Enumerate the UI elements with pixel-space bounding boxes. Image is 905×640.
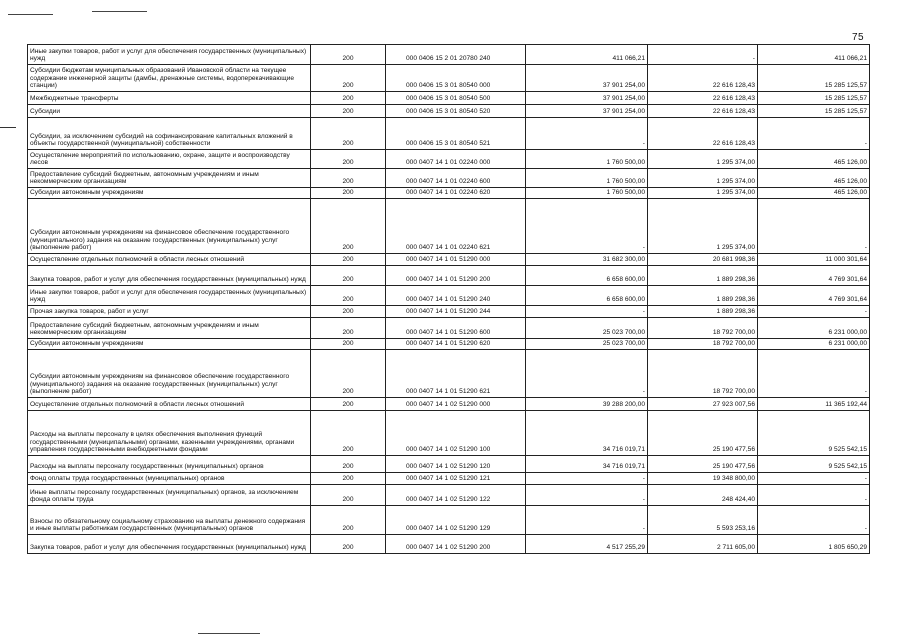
cell-kbk: 000 0407 14 1 01 51290 244 xyxy=(386,306,526,318)
cell-name: Иные закупки товаров, работ и услуг для обеспечения государственных (муниципальных) нужд xyxy=(28,286,311,306)
cell-plan: - xyxy=(526,485,648,506)
cell-name: Расходы на выплаты персоналу в целях обеспечения выполнения функций государственными (муниципальными) органами, казенными учреждениями, органами управления государственными внебюджетными фондами xyxy=(28,411,311,456)
cell-rest: 6 231 000,00 xyxy=(758,339,870,350)
cell-rest: 465 126,00 xyxy=(758,188,870,199)
table-row xyxy=(28,92,870,105)
cell-name: Предоставление субсидий бюджетным, автономным учреждениям и иным некоммерческим организациям xyxy=(28,318,311,339)
cell-plan: 6 658 600,00 xyxy=(526,266,648,286)
cell-kbk: 000 0406 15 3 01 80540 521 xyxy=(386,118,526,150)
cell-plan: 411 066,21 xyxy=(526,45,648,65)
table-row xyxy=(28,118,870,150)
cell-done: 2 711 605,00 xyxy=(648,535,758,554)
cell-rest: 11 365 192,44 xyxy=(758,398,870,411)
cell-rest: - xyxy=(758,199,870,254)
cell-done: 1 295 374,00 xyxy=(648,199,758,254)
cell-plan: 37 901 254,00 xyxy=(526,105,648,118)
cell-plan: - xyxy=(526,506,648,535)
cell-done: 5 593 253,16 xyxy=(648,506,758,535)
cell-name: Прочая закупка товаров, работ и услуг xyxy=(28,306,311,318)
cell-done: 248 424,40 xyxy=(648,485,758,506)
table-row xyxy=(28,350,870,398)
cell-rest: - xyxy=(758,506,870,535)
cell-kbk: 000 0407 14 1 02 51290 129 xyxy=(386,506,526,535)
cell-plan: 34 716 019,71 xyxy=(526,411,648,456)
cell-done: 27 923 007,56 xyxy=(648,398,758,411)
cell-rest: 11 000 301,64 xyxy=(758,254,870,266)
cell-kbk: 000 0407 14 1 01 51290 240 xyxy=(386,286,526,306)
cell-name: Предоставление субсидий бюджетным, автономным учреждениям и иным некоммерческим организациям xyxy=(28,169,311,188)
table-row xyxy=(28,318,870,339)
cell-code: 200 xyxy=(311,485,386,506)
table-row xyxy=(28,506,870,535)
cell-code: 200 xyxy=(311,199,386,254)
cell-rest: 15 285 125,57 xyxy=(758,65,870,92)
cell-kbk: 000 0407 14 1 02 51290 122 xyxy=(386,485,526,506)
cell-name: Субсидии автономным учреждениям на финансовое обеспечение государственного (муниципального) задания на оказание государственных (муниципальных) услуг (выполнение работ) xyxy=(28,350,311,398)
cell-rest: 15 285 125,57 xyxy=(758,105,870,118)
table-row xyxy=(28,188,870,199)
table-row xyxy=(28,254,870,266)
cell-plan: 31 682 300,00 xyxy=(526,254,648,266)
cell-code: 200 xyxy=(311,350,386,398)
table-row xyxy=(28,45,870,65)
cell-name: Расходы на выплаты персоналу государственных (муниципальных) органов xyxy=(28,456,311,473)
cell-plan: - xyxy=(526,473,648,485)
table-row xyxy=(28,306,870,318)
cell-code: 200 xyxy=(311,339,386,350)
cell-code: 200 xyxy=(311,535,386,554)
cell-plan: 34 716 019,71 xyxy=(526,456,648,473)
cell-done: 25 190 477,56 xyxy=(648,411,758,456)
cell-kbk: 000 0407 14 1 02 51290 100 xyxy=(386,411,526,456)
scan-artifact-bottom xyxy=(198,633,260,634)
cell-rest: 411 066,21 xyxy=(758,45,870,65)
cell-rest: 465 126,00 xyxy=(758,150,870,169)
cell-plan: - xyxy=(526,350,648,398)
cell-done: 1 889 298,36 xyxy=(648,306,758,318)
cell-done: 18 792 700,00 xyxy=(648,339,758,350)
cell-plan: 1 760 500,00 xyxy=(526,150,648,169)
cell-code: 200 xyxy=(311,306,386,318)
cell-kbk: 000 0407 14 1 01 51290 200 xyxy=(386,266,526,286)
cell-done: 22 616 128,43 xyxy=(648,118,758,150)
cell-kbk: 000 0407 14 1 02 51290 120 xyxy=(386,456,526,473)
table-row xyxy=(28,535,870,554)
cell-kbk: 000 0406 15 2 01 20780 240 xyxy=(386,45,526,65)
cell-rest: 465 126,00 xyxy=(758,169,870,188)
cell-code: 200 xyxy=(311,118,386,150)
cell-name: Закупка товаров, работ и услуг для обеспечения государственных (муниципальных) нужд xyxy=(28,266,311,286)
cell-code: 200 xyxy=(311,398,386,411)
table-row xyxy=(28,473,870,485)
cell-rest: 4 769 301,64 xyxy=(758,266,870,286)
cell-name: Иные закупки товаров, работ и услуг для обеспечения государственных (муниципальных) нужд xyxy=(28,45,311,65)
cell-code: 200 xyxy=(311,473,386,485)
cell-name: Закупка товаров, работ и услуг для обеспечения государственных (муниципальных) нужд xyxy=(28,535,311,554)
cell-done: 1 295 374,00 xyxy=(648,150,758,169)
cell-code: 200 xyxy=(311,188,386,199)
cell-name: Субсидии xyxy=(28,105,311,118)
table-row xyxy=(28,199,870,254)
cell-code: 200 xyxy=(311,169,386,188)
cell-done: 1 889 298,36 xyxy=(648,266,758,286)
table-row xyxy=(28,485,870,506)
scan-artifact-top-mid xyxy=(92,11,147,12)
expenditure-table xyxy=(27,44,870,554)
cell-name: Субсидии автономным учреждениям xyxy=(28,188,311,199)
cell-rest: - xyxy=(758,485,870,506)
cell-name: Субсидии автономным учреждениям xyxy=(28,339,311,350)
cell-plan: - xyxy=(526,118,648,150)
table-row xyxy=(28,150,870,169)
cell-rest: - xyxy=(758,350,870,398)
cell-code: 200 xyxy=(311,92,386,105)
cell-plan: - xyxy=(526,199,648,254)
cell-plan: 4 517 255,29 xyxy=(526,535,648,554)
cell-kbk: 000 0407 14 1 01 02240 620 xyxy=(386,188,526,199)
cell-code: 200 xyxy=(311,45,386,65)
cell-done: 1 295 374,00 xyxy=(648,169,758,188)
cell-rest: - xyxy=(758,306,870,318)
table-row xyxy=(28,105,870,118)
cell-kbk: 000 0407 14 1 01 51290 620 xyxy=(386,339,526,350)
cell-plan: 1 760 500,00 xyxy=(526,188,648,199)
cell-code: 200 xyxy=(311,254,386,266)
cell-done: 22 616 128,43 xyxy=(648,65,758,92)
cell-rest: 15 285 125,57 xyxy=(758,92,870,105)
table-row xyxy=(28,286,870,306)
cell-kbk: 000 0407 14 1 02 51290 121 xyxy=(386,473,526,485)
cell-done: 18 792 700,00 xyxy=(648,350,758,398)
cell-name: Субсидии, за исключением субсидий на софинансирование капитальных вложений в объекты государственной (муниципальной) собственности xyxy=(28,118,311,150)
cell-code: 200 xyxy=(311,150,386,169)
cell-plan: - xyxy=(526,306,648,318)
cell-plan: 25 023 700,00 xyxy=(526,318,648,339)
cell-kbk: 000 0407 14 1 01 51290 000 xyxy=(386,254,526,266)
cell-name: Фонд оплаты труда государственных (муниципальных) органов xyxy=(28,473,311,485)
cell-rest: 1 805 650,29 xyxy=(758,535,870,554)
cell-done: 22 616 128,43 xyxy=(648,92,758,105)
cell-code: 200 xyxy=(311,411,386,456)
table-row xyxy=(28,169,870,188)
cell-name: Субсидии бюджетам муниципальных образований Ивановской области на текущее содержание инженерной защиты (дамбы, дренажные системы, водоперекачивающие станции) xyxy=(28,65,311,92)
cell-rest: 4 769 301,64 xyxy=(758,286,870,306)
cell-code: 200 xyxy=(311,456,386,473)
cell-name: Осуществление отдельных полномочий в области лесных отношений xyxy=(28,254,311,266)
cell-code: 200 xyxy=(311,266,386,286)
cell-name: Межбюджетные трансферты xyxy=(28,92,311,105)
cell-kbk: 000 0407 14 1 01 51290 600 xyxy=(386,318,526,339)
cell-done: 22 616 128,43 xyxy=(648,105,758,118)
table-row xyxy=(28,65,870,92)
cell-rest: - xyxy=(758,473,870,485)
cell-plan: 25 023 700,00 xyxy=(526,339,648,350)
cell-code: 200 xyxy=(311,65,386,92)
cell-kbk: 000 0406 15 3 01 80540 000 xyxy=(386,65,526,92)
page-number: 75 xyxy=(852,32,865,43)
cell-plan: 1 760 500,00 xyxy=(526,169,648,188)
cell-kbk: 000 0407 14 1 01 02240 600 xyxy=(386,169,526,188)
cell-kbk: 000 0407 14 1 02 51290 000 xyxy=(386,398,526,411)
cell-done: 25 190 477,56 xyxy=(648,456,758,473)
cell-code: 200 xyxy=(311,318,386,339)
cell-name: Иные выплаты персоналу государственных (муниципальных) органов, за исключением фонда оплаты труда xyxy=(28,485,311,506)
table-row xyxy=(28,339,870,350)
cell-kbk: 000 0407 14 1 01 51290 621 xyxy=(386,350,526,398)
cell-kbk: 000 0407 14 1 02 51290 200 xyxy=(386,535,526,554)
table-body xyxy=(28,45,870,554)
cell-plan: 37 901 254,00 xyxy=(526,65,648,92)
cell-done: 20 681 998,36 xyxy=(648,254,758,266)
cell-kbk: 000 0407 14 1 01 02240 000 xyxy=(386,150,526,169)
cell-code: 200 xyxy=(311,105,386,118)
scan-artifact-left-mark xyxy=(0,127,16,128)
cell-name: Осуществление мероприятий по использованию, охране, защите и воспроизводству лесов xyxy=(28,150,311,169)
cell-done: 18 792 700,00 xyxy=(648,318,758,339)
scan-artifact-top-left xyxy=(8,14,53,15)
cell-plan: 39 288 200,00 xyxy=(526,398,648,411)
cell-rest: 9 525 542,15 xyxy=(758,456,870,473)
cell-name: Взносы по обязательному социальному страхованию на выплаты денежного содержания и иные выплаты работникам государственных (муниципальных) органов xyxy=(28,506,311,535)
cell-kbk: 000 0406 15 3 01 80540 520 xyxy=(386,105,526,118)
table-row xyxy=(28,398,870,411)
table-row xyxy=(28,456,870,473)
cell-plan: 37 901 254,00 xyxy=(526,92,648,105)
cell-done: - xyxy=(648,45,758,65)
cell-kbk: 000 0407 14 1 01 02240 621 xyxy=(386,199,526,254)
cell-code: 200 xyxy=(311,286,386,306)
cell-rest: 6 231 000,00 xyxy=(758,318,870,339)
cell-plan: 6 658 600,00 xyxy=(526,286,648,306)
cell-done: 1 889 298,36 xyxy=(648,286,758,306)
cell-done: 1 295 374,00 xyxy=(648,188,758,199)
cell-done: 19 348 800,00 xyxy=(648,473,758,485)
table-row xyxy=(28,411,870,456)
cell-name: Осуществление отдельных полномочий в области лесных отношений xyxy=(28,398,311,411)
cell-rest: 9 525 542,15 xyxy=(758,411,870,456)
cell-kbk: 000 0406 15 3 01 80540 500 xyxy=(386,92,526,105)
table-row xyxy=(28,266,870,286)
cell-name: Субсидии автономным учреждениям на финансовое обеспечение государственного (муниципального) задания на оказание государственных (муниципальных) услуг (выполнение работ) xyxy=(28,199,311,254)
cell-rest: - xyxy=(758,118,870,150)
cell-code: 200 xyxy=(311,506,386,535)
